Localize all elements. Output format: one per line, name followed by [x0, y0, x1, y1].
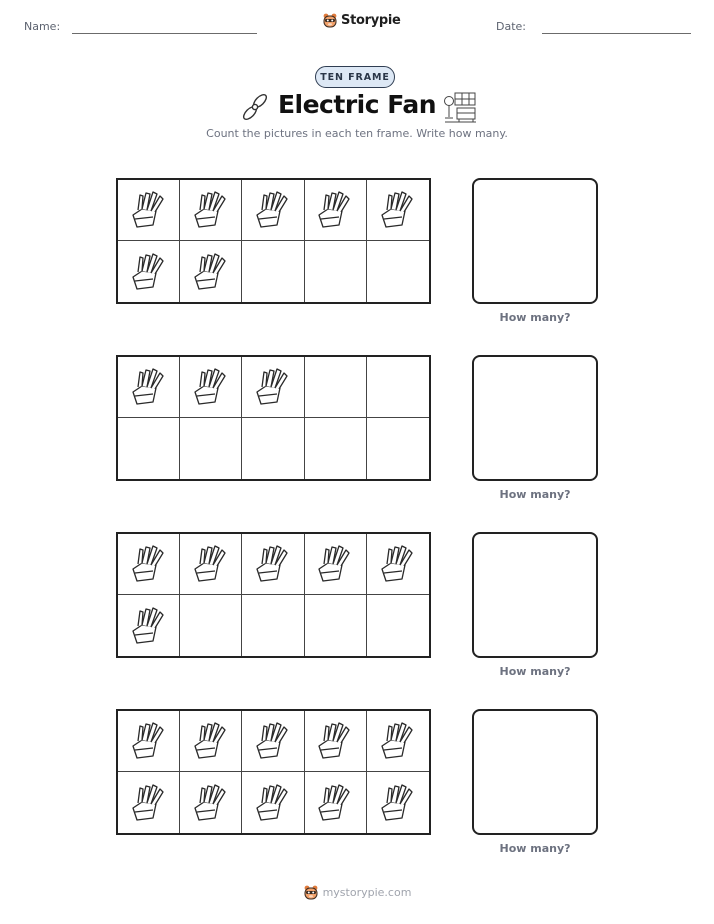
- ten-frame-cell: [118, 241, 180, 302]
- worksheet-type-badge: TEN FRAME: [315, 66, 395, 88]
- storypie-mascot-icon: [322, 12, 338, 29]
- how-many-label-3: How many?: [499, 665, 571, 678]
- ten-frame-cell: [180, 357, 242, 418]
- ten-frame-cell: [180, 711, 242, 772]
- how-many-label-2: How many?: [499, 488, 571, 501]
- answer-box-2[interactable]: [472, 355, 598, 481]
- ten-frame-cell: [242, 711, 304, 772]
- ten-frame-cell: [118, 711, 180, 772]
- electric-fan-icon: [129, 249, 169, 295]
- how-many-label-1: How many?: [499, 311, 571, 324]
- ten-frame-cell: [367, 418, 429, 479]
- electric-fan-icon: [253, 780, 293, 826]
- electric-fan-icon: [378, 187, 418, 233]
- footer: [0, 884, 714, 901]
- date-line[interactable]: [542, 33, 691, 34]
- electric-fan-icon: [253, 364, 293, 410]
- date-label: Date:: [496, 20, 526, 33]
- ten-frame-cell: [180, 418, 242, 479]
- electric-fan-icon: [315, 780, 355, 826]
- electric-fan-icon: [129, 603, 169, 649]
- ten-frame-cell: [305, 241, 367, 302]
- ten-frame-1: [116, 178, 431, 304]
- ten-frame-cell: [180, 595, 242, 656]
- answer-box-4[interactable]: [472, 709, 598, 835]
- ten-frame-cell: [118, 418, 180, 479]
- electric-fan-icon: [253, 541, 293, 587]
- electric-fan-icon: [129, 718, 169, 764]
- ten-frame-cell: [242, 241, 304, 302]
- ten-frame-cell: [118, 772, 180, 833]
- ten-frame-cell: [305, 772, 367, 833]
- ten-frame-cell: [180, 180, 242, 241]
- ten-frame-cell: [242, 180, 304, 241]
- electric-fan-icon: [191, 249, 231, 295]
- ten-frame-cell: [242, 534, 304, 595]
- ten-frame-cell: [367, 595, 429, 656]
- storypie-mascot-icon: [303, 884, 319, 901]
- ten-frame-cell: [118, 357, 180, 418]
- brand-logo: [322, 12, 401, 29]
- ten-frame-cell: [367, 357, 429, 418]
- ten-frame-cell: [118, 180, 180, 241]
- electric-fan-icon: [129, 541, 169, 587]
- ten-frame-cell: [242, 772, 304, 833]
- ten-frame-cell: [305, 534, 367, 595]
- electric-fan-icon: [129, 187, 169, 233]
- ten-frame-cell: [305, 180, 367, 241]
- electric-fan-icon: [378, 780, 418, 826]
- answer-box-1[interactable]: [472, 178, 598, 304]
- how-many-label-4: How many?: [499, 842, 571, 855]
- name-label: Name:: [24, 20, 61, 33]
- footer-url: mystorypie.com: [322, 886, 412, 899]
- electric-fan-icon: [315, 718, 355, 764]
- electric-fan-icon: [378, 718, 418, 764]
- ten-frame-cell: [242, 418, 304, 479]
- ten-frame-cell: [367, 534, 429, 595]
- ten-frame-cell: [118, 595, 180, 656]
- electric-fan-icon: [378, 541, 418, 587]
- fan-scene-icon: [443, 91, 477, 123]
- ten-frame-cell: [367, 180, 429, 241]
- electric-fan-icon: [191, 718, 231, 764]
- ten-frame-2: [116, 355, 431, 481]
- ten-frame-cell: [305, 418, 367, 479]
- electric-fan-icon: [129, 780, 169, 826]
- ten-frame-cell: [180, 534, 242, 595]
- ten-frame-cell: [180, 772, 242, 833]
- electric-fan-icon: [129, 364, 169, 410]
- answer-box-3[interactable]: [472, 532, 598, 658]
- ten-frame-cell: [242, 357, 304, 418]
- name-line[interactable]: [72, 33, 257, 34]
- ten-frame-4: [116, 709, 431, 835]
- ten-frame-cell: [367, 241, 429, 302]
- electric-fan-icon: [191, 541, 231, 587]
- instructions: Count the pictures in each ten frame. Write how many.: [206, 127, 508, 140]
- ten-frame-cell: [305, 357, 367, 418]
- ten-frame-cell: [305, 711, 367, 772]
- ten-frame-cell: [180, 241, 242, 302]
- ten-frame-3: [116, 532, 431, 658]
- electric-fan-icon: [315, 187, 355, 233]
- brand-name: Storypie: [341, 13, 401, 28]
- electric-fan-icon: [191, 364, 231, 410]
- electric-fan-icon: [191, 187, 231, 233]
- electric-fan-icon: [315, 541, 355, 587]
- ten-frame-cell: [367, 772, 429, 833]
- electric-fan-icon: [253, 718, 293, 764]
- ten-frame-cell: [305, 595, 367, 656]
- ten-frame-cell: [367, 711, 429, 772]
- electric-fan-icon: [253, 187, 293, 233]
- page-title: Electric Fan: [277, 90, 437, 119]
- ten-frame-cell: [242, 595, 304, 656]
- ten-frame-cell: [118, 534, 180, 595]
- electric-fan-icon: [191, 780, 231, 826]
